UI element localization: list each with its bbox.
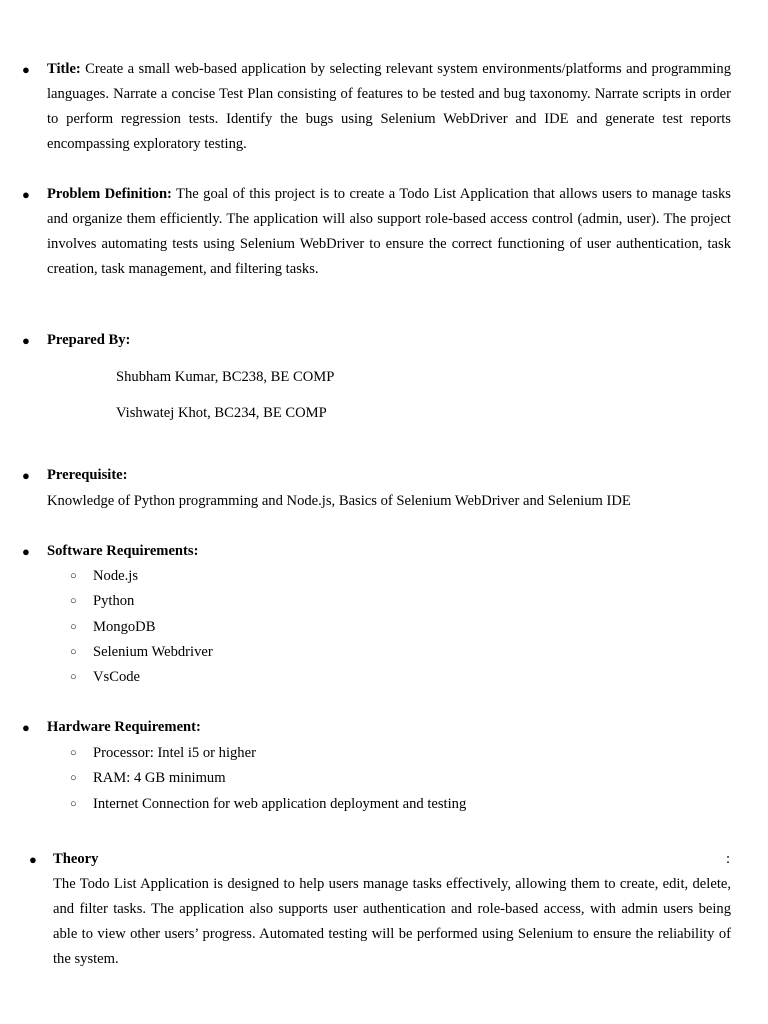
list-item-text: RAM: 4 GB minimum xyxy=(93,770,226,787)
title-paragraph xyxy=(47,57,731,157)
bullet-marker: ● xyxy=(22,544,30,559)
sub-bullet-marker: ○ xyxy=(70,797,77,810)
prerequisite-label: Prerequisite: xyxy=(47,467,128,483)
bullet-marker: ● xyxy=(22,468,30,483)
list-item-text: Selenium Webdriver xyxy=(93,643,213,660)
sub-bullet-marker: ○ xyxy=(70,671,77,684)
list-item-text: Python xyxy=(93,593,135,610)
hardware-requirement-label: Hardware Requirement: xyxy=(47,719,201,735)
author-line: Shubham Kumar, BC238, BE COMP xyxy=(116,369,335,385)
bullet-marker: ● xyxy=(22,720,30,735)
list-item xyxy=(0,741,768,766)
sub-bullet-marker: ○ xyxy=(70,595,77,608)
theory-label: Theory xyxy=(53,851,99,867)
list-item xyxy=(0,766,768,791)
list-item xyxy=(0,792,768,817)
list-item xyxy=(0,615,768,640)
theory-colon: : xyxy=(726,851,731,867)
list-item xyxy=(0,589,768,614)
sub-bullet-marker: ○ xyxy=(70,645,77,658)
sub-bullet-marker: ○ xyxy=(70,570,77,582)
problem-definition-text: The goal of this project is to create a Todo List Application that allows users to manage tasks and organize them efficiently. The application will also support role-based access control (admin, user). The project involves automating tests using Selenium WebDriver to ensure the correct functioning of user authentication, task creation, task management, and filtering tasks. xyxy=(47,186,731,277)
list-item-text: VsCode xyxy=(93,669,141,686)
problem-definition-label: Problem Definition: xyxy=(47,186,172,202)
prerequisite-text: Knowledge of Python programming and Node.js, Basics of Selenium WebDriver and Selenium IDE xyxy=(47,493,631,509)
sub-bullet-marker: ○ xyxy=(70,772,77,785)
bullet-marker: ● xyxy=(22,333,30,348)
prepared-by-label: Prepared By: xyxy=(47,332,131,348)
bullet-marker: ● xyxy=(22,62,30,77)
list-item xyxy=(0,564,768,589)
author-line: Vishwatej Khot, BC234, BE COMP xyxy=(116,405,327,421)
list-item xyxy=(0,640,768,665)
title-text: Create a small web-based application by selecting relevant system environments/platforms and programming languages. Narrate a concise Test Plan consisting of features to be tested and bug taxonomy. Narrate scripts in order to perform regression tests. Identify the bugs using Selenium WebDriver and IDE and generate test reports encompassing exploratory testing. xyxy=(47,61,731,152)
list-item-text: MongoDB xyxy=(93,618,156,635)
list-item-text: Node.js xyxy=(93,568,138,584)
hardware-requirement-list xyxy=(0,741,768,817)
software-requirements-label: Software Requirements: xyxy=(47,543,199,559)
problem-definition-paragraph xyxy=(47,182,731,282)
theory-paragraph: The Todo List Application is designed to help users manage tasks effectively, allowing them to create, edit, delete, and filter tasks. The application also supports user authentication and role-based access, with admin users being able to view other users’ progress. Automated testing will be performed using Selenium to ensure the reliability of the system. xyxy=(53,876,731,967)
software-requirements-list xyxy=(0,564,768,690)
bullet-marker: ● xyxy=(29,852,37,867)
list-item-text: Internet Connection for web application deployment and testing xyxy=(93,795,467,812)
list-item xyxy=(0,665,768,690)
sub-bullet-marker: ○ xyxy=(70,747,77,759)
sub-bullet-marker: ○ xyxy=(70,620,77,633)
bullet-marker: ● xyxy=(22,187,30,202)
list-item-text: Processor: Intel i5 or higher xyxy=(93,745,256,761)
title-label: Title: xyxy=(47,61,81,77)
